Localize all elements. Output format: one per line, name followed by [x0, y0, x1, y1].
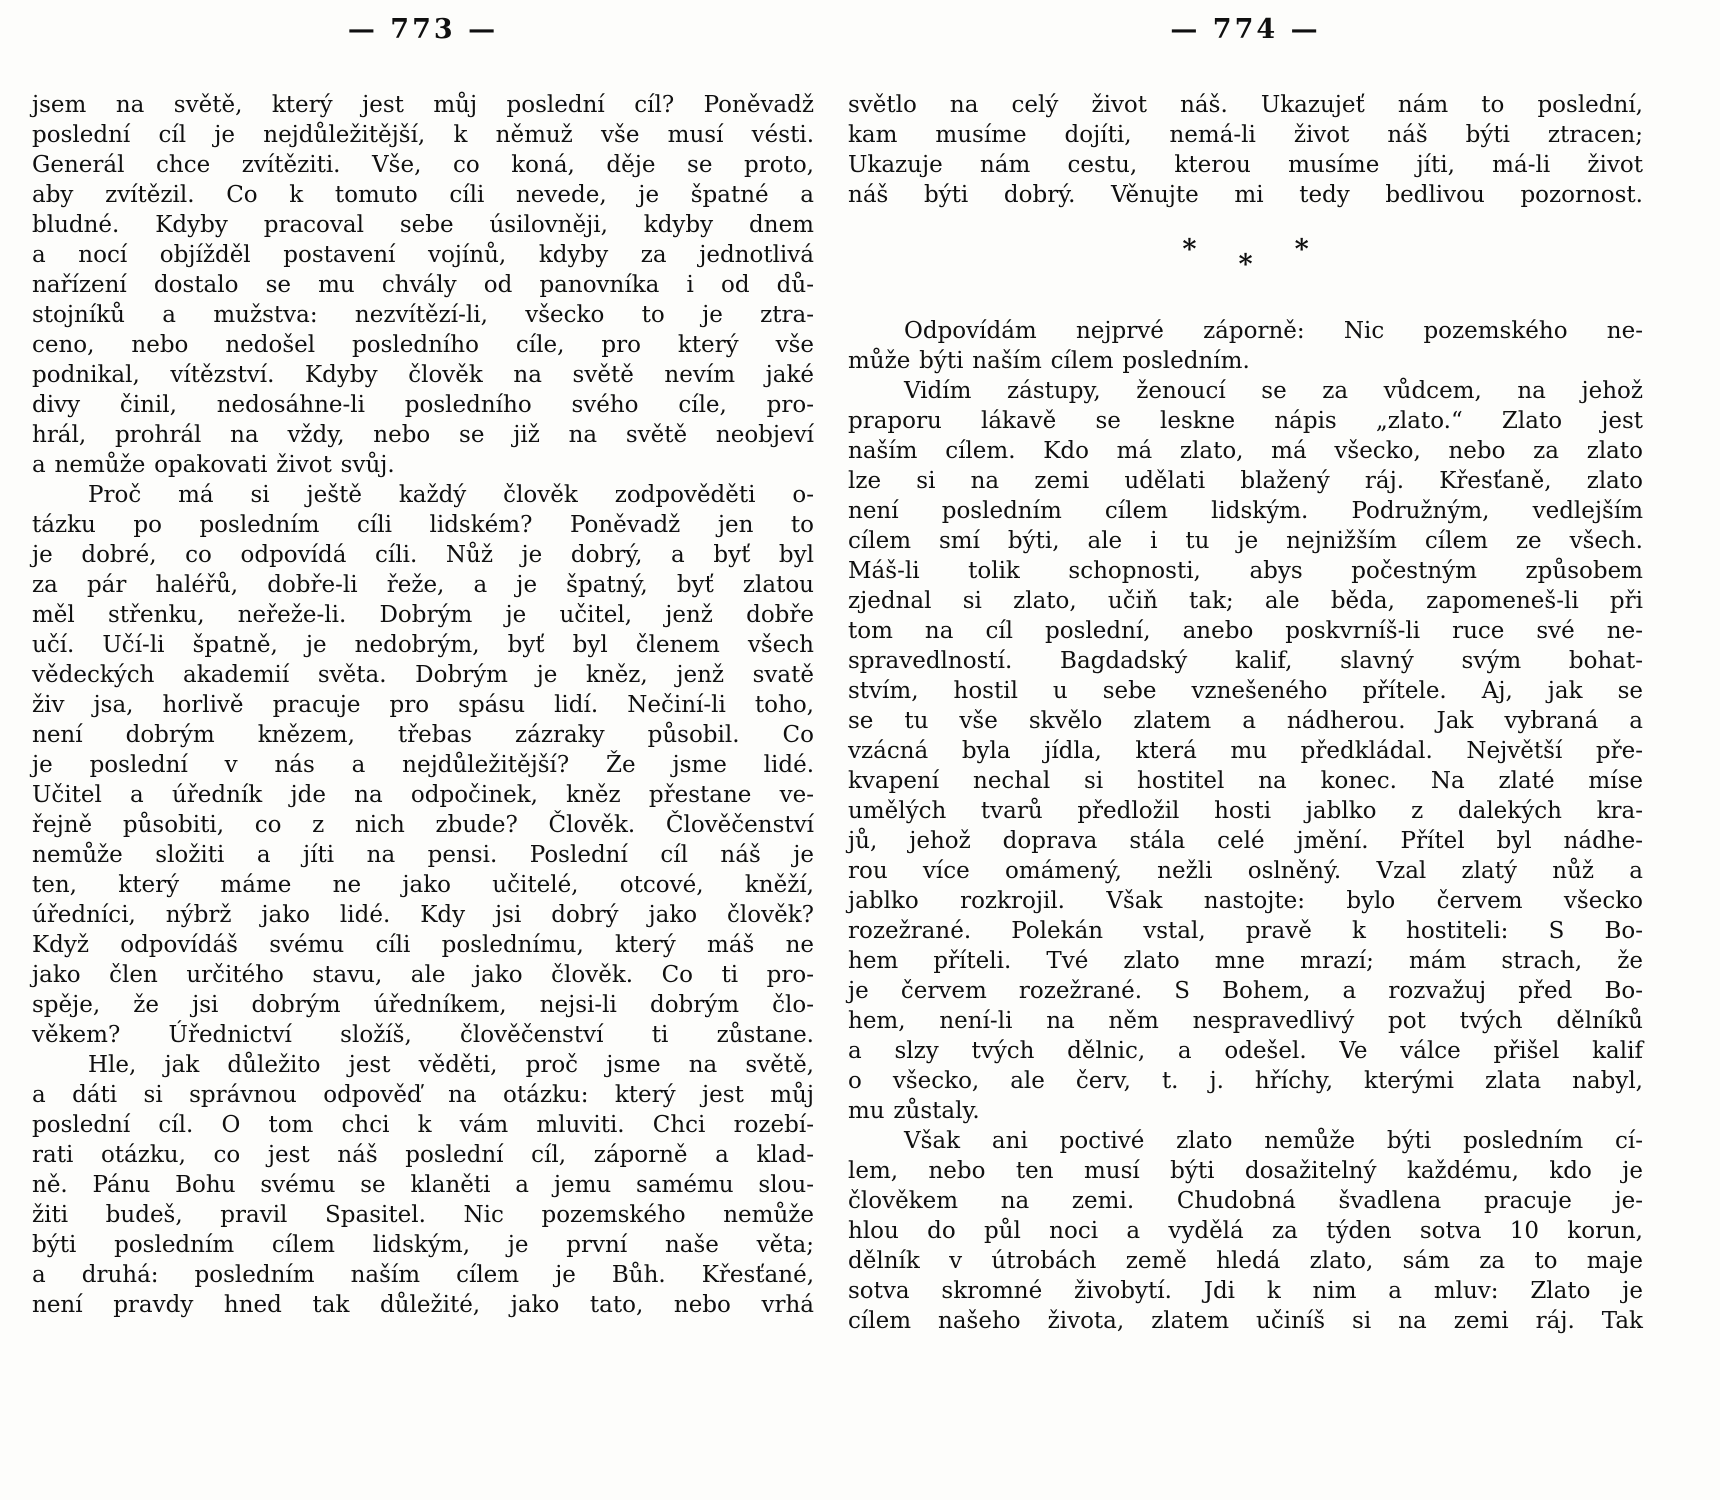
- text-line: věkem? Úřednictví složíš, člověčenství ti zůstane.: [32, 1022, 814, 1048]
- text-line: aby zvítězil. Co k tomuto cíli nevede, je špatné a: [32, 182, 814, 208]
- text-line: zjednal si zlato, učiň tak; ale běda, zapomeneš-li při: [848, 588, 1643, 614]
- text-line: a slzy tvých dělnic, a odešel. Ve válce přišel kalif: [848, 1038, 1643, 1064]
- text-line: hem, není-li na něm nespravedlivý pot tvých dělníků: [848, 1008, 1643, 1034]
- asterisk: *: [1238, 249, 1253, 280]
- text-line: sotva skromné živobytí. Jdi k nim a mluv: Zlato je: [848, 1278, 1643, 1304]
- text-line: jsem na světě, který jest můj poslední cíl? Poněvadž: [32, 92, 814, 118]
- text-line: umělých tvarů předložil hosti jablko z dalekých kra-: [848, 798, 1643, 824]
- right-page-column: [848, 14, 1643, 1336]
- text-line: spravedlností. Bagdadský kalif, slavný svým bohat-: [848, 648, 1643, 674]
- text-line: hem příteli. Tvé zlato mne mrazí; mám strach, že: [848, 948, 1643, 974]
- text-line: světlo na celý život náš. Ukazujeť nám to poslední,: [848, 92, 1643, 118]
- text-line: Učitel a úředník jde na odpočinek, kněz přestane ve-: [32, 782, 814, 808]
- paragraph: [32, 480, 814, 1050]
- text-line: nemůže složiti a jíti na pensi. Poslední cíl náš je: [32, 842, 814, 868]
- text-line: praporu lákavě se leskne nápis „zlato.“ Zlato jest: [848, 408, 1643, 434]
- text-line: nařízení dostalo se mu chvály od panovníka i od dů-: [32, 272, 814, 298]
- text-line: vědeckých akademií světa. Dobrým je kněz, jenž svatě: [32, 662, 814, 688]
- text-line: Odpovídám nejprvé záporně: Nic pozemského ne-: [904, 318, 1643, 344]
- text-line: a nemůže opakovati život svůj.: [32, 452, 395, 478]
- text-line: býti posledním cílem lidským, je první naše věta;: [32, 1232, 814, 1258]
- right-page-text: [848, 90, 1643, 1336]
- paragraph: [848, 316, 1643, 376]
- text-line: rou více omámený, nežli oslněný. Vzal zlatý nůž a: [848, 858, 1643, 884]
- text-line: není dobrým knězem, třebas zázraky působil. Co: [32, 722, 814, 748]
- text-line: není pravdy hned tak důležité, jako tato, nebo vrhá: [32, 1292, 814, 1318]
- asterisk: *: [1294, 234, 1309, 265]
- text-line: a dáti si správnou odpověď na otázku: který jest můj: [32, 1082, 814, 1108]
- text-line: cílem smí býti, ale i tu je nejnižším cílem ze všech.: [848, 528, 1643, 554]
- text-line: může býti naším cílem posledním.: [848, 348, 1250, 374]
- text-line: je dobré, co odpovídá cíli. Nůž je dobrý, a byť byl: [32, 542, 814, 568]
- text-line: tázku po posledním cíli lidském? Poněvadž jen to: [32, 512, 814, 538]
- text-line: je poslední v nás a nejdůležitější? Že jsme lidé.: [32, 752, 814, 778]
- text-line: bludné. Kdyby pracoval sebe úsilovněji, kdyby dnem: [32, 212, 814, 238]
- text-line: živ jsa, horlivě pracuje pro spásu lidí. Nečiní-li toho,: [32, 692, 814, 718]
- page-number-left: — 773 —: [347, 14, 499, 45]
- text-line: vzácná byla jídla, která mu předkládal. Největší pře-: [848, 738, 1643, 764]
- text-line: poslední cíl je nejdůležitější, k němuž vše musí vésti.: [32, 122, 814, 148]
- paragraph: [848, 90, 1643, 210]
- text-line: a druhá: posledním naším cílem je Bůh. Křesťané,: [32, 1262, 814, 1288]
- text-line: není posledním cílem lidským. Podružným, vedlejším: [848, 498, 1643, 524]
- text-line: Vidím zástupy, ženoucí se za vůdcem, na jehož: [904, 378, 1643, 404]
- text-line: ceno, nebo nedošel posledního cíle, pro který vše: [32, 332, 814, 358]
- text-line: učí. Učí-li špatně, je nedobrým, byť byl členem všech: [32, 632, 814, 658]
- text-line: Hle, jak důležito jest věděti, proč jsme na světě,: [88, 1052, 814, 1078]
- text-line: hrál, prohrál na vždy, nebo se již na světě neobjeví: [32, 422, 814, 448]
- text-line: spěje, že jsi dobrým úředníkem, nejsi-li dobrým člo-: [32, 992, 814, 1018]
- text-line: úředníci, nýbrž jako lidé. Kdy jsi dobrý jako člověk?: [32, 902, 814, 928]
- text-line: měl střenku, neřeže-li. Dobrým je učitel, jenž dobře: [32, 602, 814, 628]
- asterisk-separator: [848, 210, 1643, 316]
- text-line: Generál chce zvítěziti. Vše, co koná, děje se proto,: [32, 152, 814, 178]
- paragraph: [32, 90, 814, 480]
- text-line: člověkem na zemi. Chudobná švadlena pracuje je-: [848, 1188, 1643, 1214]
- page-number-right: — 774 —: [1170, 14, 1321, 45]
- paragraph: [848, 1126, 1643, 1336]
- paragraph: [848, 376, 1643, 1126]
- text-line: lze si na zemi udělati blažený ráj. Křesťaně, zlato: [848, 468, 1643, 494]
- text-line: jako člen určitého stavu, ale jako člověk. Co ti pro-: [32, 962, 814, 988]
- text-line: divy činil, nedosáhne-li posledního svého cíle, pro-: [32, 392, 814, 418]
- text-line: rozežrané. Polekán vstal, pravě k hostiteli: S Bo-: [848, 918, 1643, 944]
- text-line: naším cílem. Kdo má zlato, má všecko, nebo za zlato: [848, 438, 1643, 464]
- text-line: žiti budeš, pravil Spasitel. Nic pozemského nemůže: [32, 1202, 814, 1228]
- text-line: za pár haléřů, dobře-li řeže, a je špatný, byť zlatou: [32, 572, 814, 598]
- text-line: Máš-li tolik schopnosti, abys počestným způsobem: [848, 558, 1643, 584]
- text-line: lem, nebo ten musí býti dosažitelný každému, kdo je: [848, 1158, 1643, 1184]
- paragraph: [32, 1050, 814, 1320]
- text-line: podnikal, vítězství. Kdyby člověk na světě nevím jaké: [32, 362, 814, 388]
- text-line: hlou do půl noci a vydělá za týden sotva 10 korun,: [848, 1218, 1643, 1244]
- text-line: jů, jehož doprava stála celé jmění. Přítel byl nádhe-: [848, 828, 1643, 854]
- text-line: dělník v útrobách země hledá zlato, sám za to maje: [848, 1248, 1643, 1274]
- left-page-column: [32, 14, 814, 1320]
- text-line: stojníků a mužstva: nezvítězí-li, všecko to je ztra-: [32, 302, 814, 328]
- text-line: stvím, hostil u sebe vznešeného přítele. Aj, jak se: [848, 678, 1643, 704]
- text-line: kvapení nechal si hostitel na konec. Na zlaté míse: [848, 768, 1643, 794]
- text-line: se tu vše skvělo zlatem a nádherou. Jak vybraná a: [848, 708, 1643, 734]
- text-line: mu zůstaly.: [848, 1098, 980, 1124]
- text-line: jablko rozkrojil. Však nastojte: bylo červem všecko: [848, 888, 1643, 914]
- text-line: ně. Pánu Bohu svému se klaněti a jemu samému slou-: [32, 1172, 814, 1198]
- text-line: Když odpovídáš svému cíli poslednímu, který máš ne: [32, 932, 814, 958]
- text-line: o všecko, ale červ, t. j. hříchy, kterými zlata nabyl,: [848, 1068, 1643, 1094]
- text-line: cílem našeho života, zlatem učiníš si na zemi ráj. Tak: [848, 1308, 1643, 1334]
- text-line: Ukazuje nám cestu, kterou musíme jíti, má-li život: [848, 152, 1643, 178]
- text-line: a nocí objížděl postavení vojínů, kdyby za jednotlivá: [32, 242, 814, 268]
- text-line: rati otázku, co jest náš poslední cíl, záporně a klad-: [32, 1142, 814, 1168]
- text-line: řejně působiti, co z nich zbude? Člověk. Člověčenství: [32, 812, 814, 838]
- text-line: kam musíme dojíti, nemá-li život náš býti ztracen;: [848, 122, 1643, 148]
- text-line: je červem rozežrané. S Bohem, a rozvažuj před Bo-: [848, 978, 1643, 1004]
- text-line: poslední cíl. O tom chci k vám mluviti. Chci rozebí-: [32, 1112, 814, 1138]
- text-line: náš býti dobrý. Věnujte mi tedy bedlivou pozornost.: [848, 182, 1643, 208]
- left-page-text: [32, 90, 814, 1320]
- text-line: tom na cíl poslední, anebo poskvrníš-li ruce své ne-: [848, 618, 1643, 644]
- text-line: Však ani poctivé zlato nemůže býti posledním cí-: [904, 1128, 1643, 1154]
- text-line: ten, který máme ne jako učitelé, otcové, kněží,: [32, 872, 814, 898]
- text-line: Proč má si ještě každý člověk zodpověděti o-: [88, 482, 814, 508]
- asterisk: *: [1182, 234, 1197, 265]
